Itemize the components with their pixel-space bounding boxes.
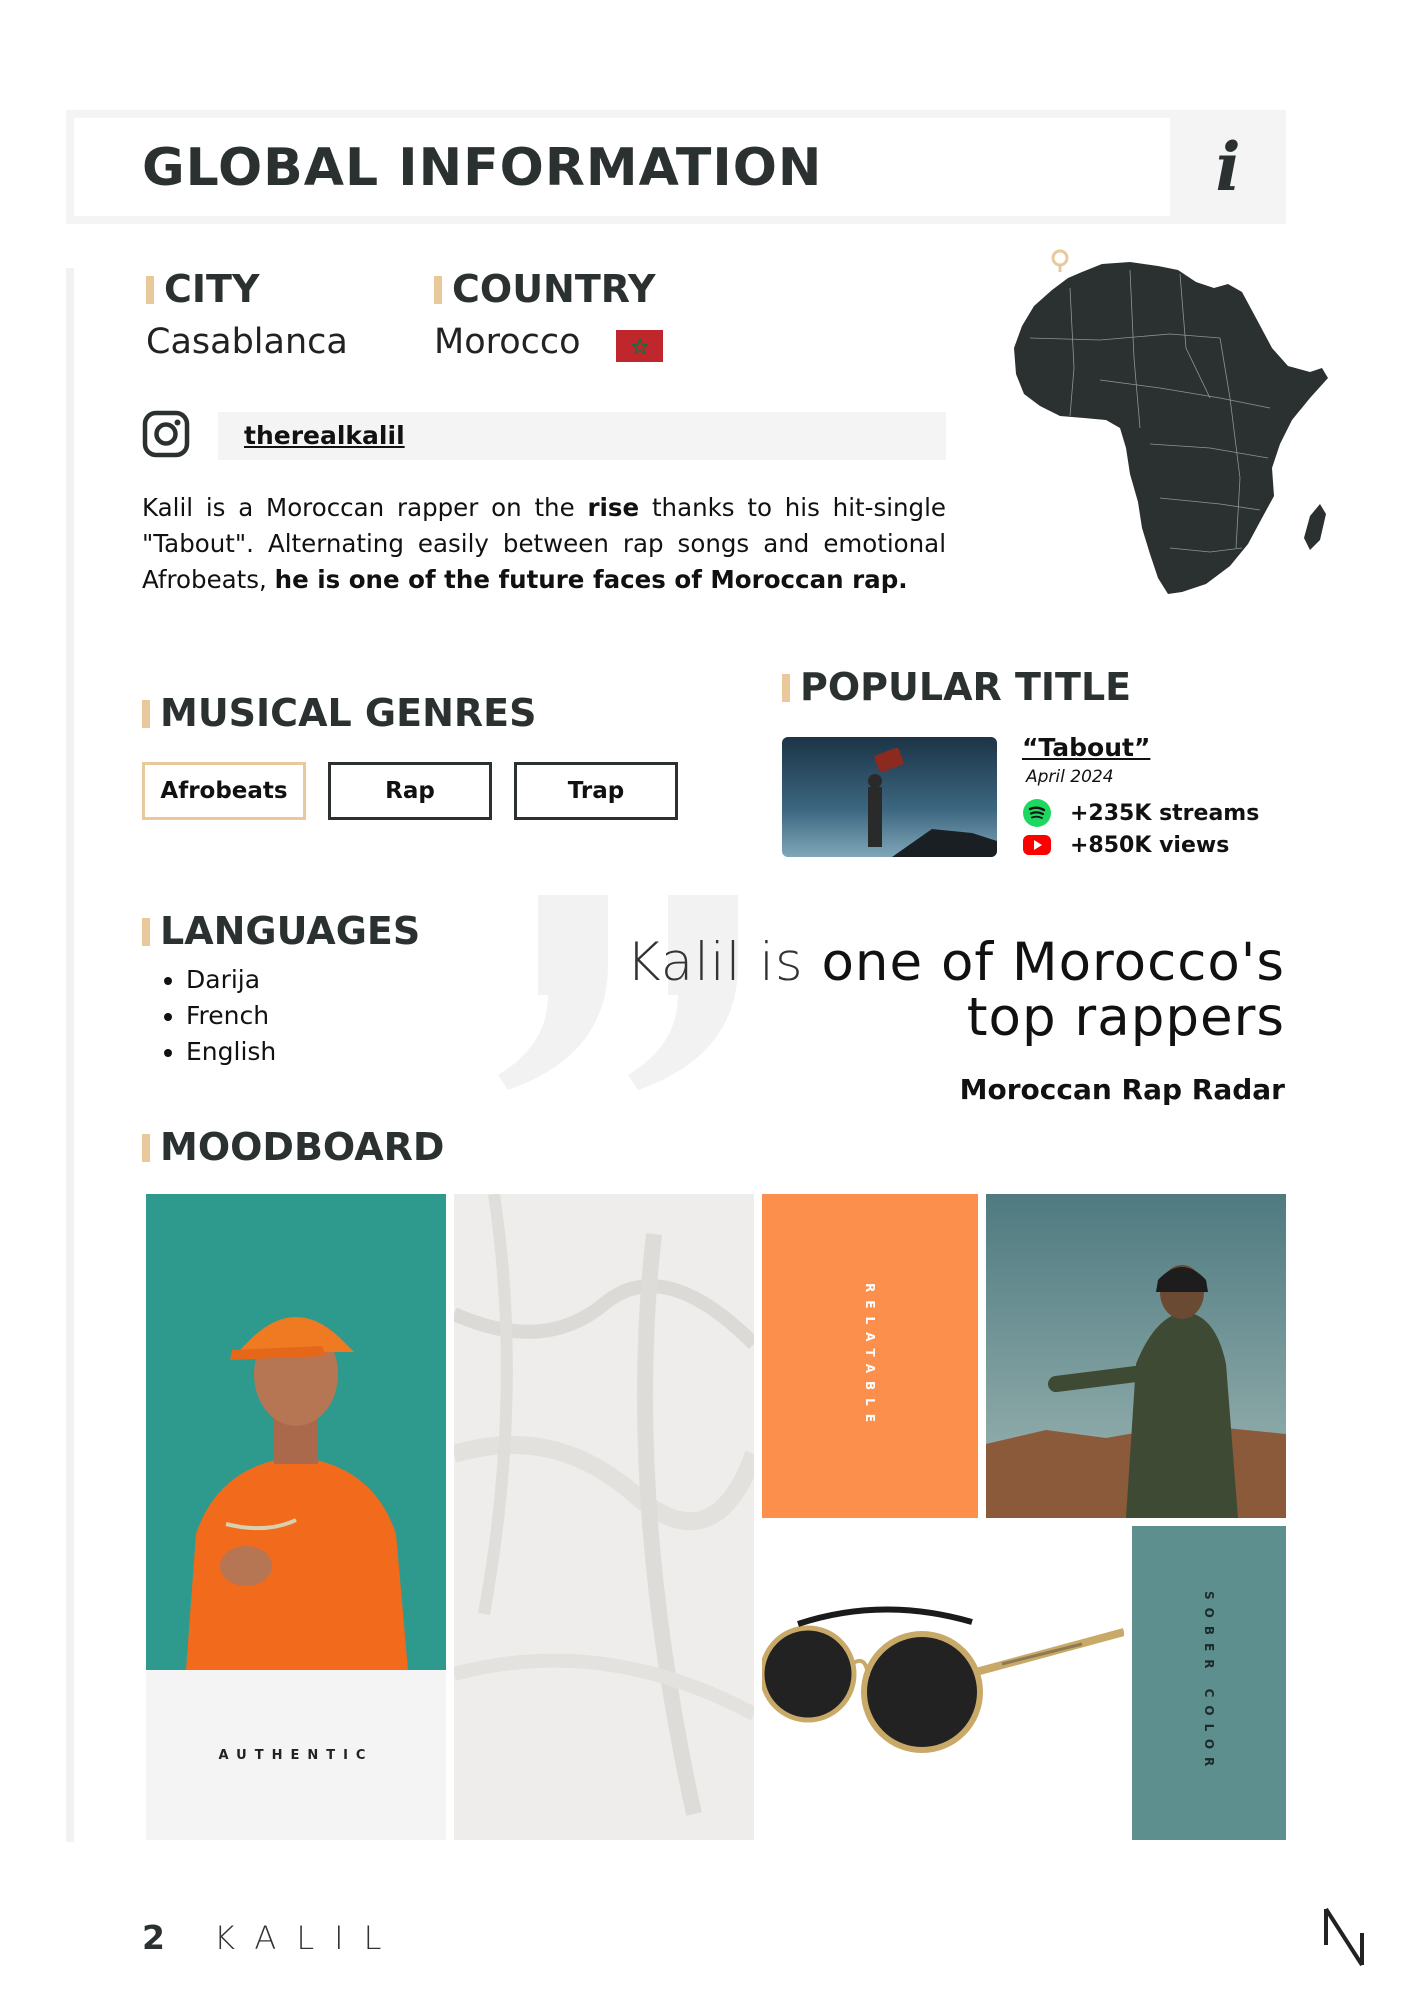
moodboard-tile-sober-color: SOBER COLOR	[1132, 1526, 1286, 1840]
moodboard-tile-authentic: AUTHENTIC	[146, 1670, 446, 1840]
heading-marker	[434, 276, 442, 304]
artist-bio: Kalil is a Moroccan rapper on the rise thanks to his hit-single "Tabout". Alternating easily between rap songs and emotional Afrobeats, he is one of the future faces of Moroccan rap.	[142, 493, 946, 594]
heading-marker	[142, 700, 150, 728]
country-heading: COUNTRY	[434, 266, 655, 312]
genres-heading: MUSICAL GENRES	[142, 690, 536, 736]
heading-marker	[782, 674, 790, 702]
page-title: GLOBAL INFORMATION	[142, 138, 823, 198]
youtube-icon	[1022, 830, 1052, 860]
left-divider	[66, 268, 74, 1842]
city-heading: CITY	[146, 266, 259, 312]
heading-marker	[142, 1134, 150, 1162]
morocco-flag-icon	[616, 330, 663, 362]
country-value: Morocco	[434, 322, 581, 362]
info-icon: i	[1215, 128, 1241, 206]
popular-title-heading: POPULAR TITLE	[782, 664, 1131, 710]
africa-map-icon	[1010, 248, 1338, 620]
instagram-handle-link[interactable]: therealkalil	[244, 421, 405, 450]
moodboard-desert-photo	[986, 1194, 1286, 1518]
list-item: • French	[186, 998, 276, 1034]
youtube-stat: +850K views	[1022, 830, 1229, 860]
moodboard-heading: MOODBOARD	[142, 1124, 444, 1170]
languages-list	[152, 962, 276, 1070]
pull-quote: Kalil is one of Morocco's top rappers	[625, 932, 1285, 1048]
moodboard-sunglasses-photo	[762, 1526, 1124, 1840]
footer-artist-name: KALIL	[214, 1919, 402, 1957]
moodboard-fabric-photo	[454, 1194, 754, 1840]
moodboard-tile-relatable: RELATABLE	[762, 1194, 978, 1518]
quote-source: Moroccan Rap Radar	[959, 1073, 1285, 1106]
heading-marker	[146, 276, 154, 304]
instagram-icon[interactable]	[142, 410, 190, 458]
track-date: April 2024	[1026, 767, 1114, 787]
city-value: Casablanca	[146, 322, 348, 362]
track-thumbnail[interactable]	[782, 737, 997, 857]
list-item: • Darija	[186, 962, 276, 998]
languages-heading: LANGUAGES	[142, 908, 420, 954]
genre-tag-afrobeats[interactable]: Afrobeats	[142, 762, 306, 820]
brand-logo-icon	[1320, 1905, 1368, 1969]
genre-tag-rap[interactable]: Rap	[328, 762, 492, 820]
track-title-link[interactable]: “Tabout”	[1022, 733, 1151, 762]
moodboard-portrait-photo	[146, 1194, 446, 1670]
list-item: • English	[186, 1034, 276, 1070]
spotify-stat: +235K streams	[1022, 798, 1259, 828]
page-number: 2	[142, 1918, 165, 1957]
genre-tag-trap[interactable]: Trap	[514, 762, 678, 820]
spotify-icon	[1022, 798, 1052, 828]
heading-marker	[142, 918, 150, 946]
